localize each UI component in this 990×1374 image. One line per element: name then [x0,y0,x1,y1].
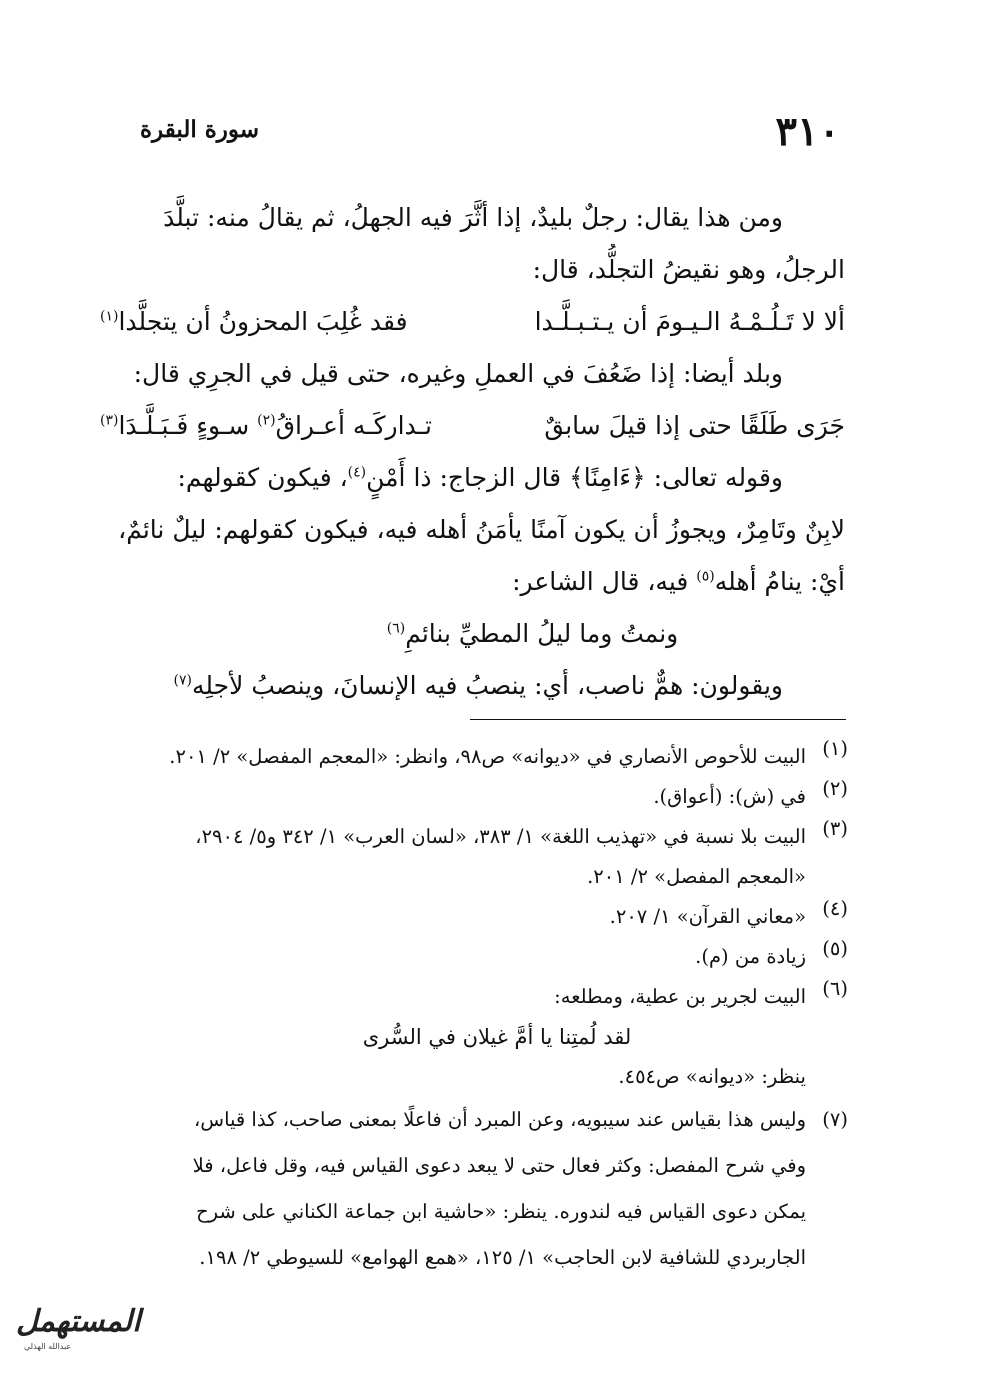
footnote-text: يمكن دعوى القياس فيه لندوره. ينظر: «حاشية ابن جماعة الكناني على شرح [196,1200,806,1223]
footnotes [108,737,848,1281]
footnote-number: (٢) [822,777,848,800]
body-line-7: لابِنٌ وتَامِرٌ، ويجوزُ أن يكون آمنًا يأمَنُ أهله فيه، فيكون كقولهم: ليلٌ نائمٌ، [118,515,845,544]
footnote-item [108,897,848,937]
footnote-number: (٣) [822,817,848,840]
footnote-number: (٥) [822,937,848,960]
verse-2-second-hemistich: تـداركَـه أعـراقُ$^{(٢)}$ سـوءٍ فَـبَـلَّـدَا$^{(٣)}$ [100,411,432,440]
footnote-ref-2: (٢) [257,412,276,429]
footnote-text: وليس هذا بقياس عند سيبويه، وعن المبرد أن فاعلًا بمعنى صاحب، كذا قياس، [193,1108,806,1131]
footnote-text: وفي شرح المفصل: وكثر فعال حتى لا يبعد دعوى القياس فيه، وقل فاعل، فلا [192,1154,806,1177]
footnote-ref-3: (٣) [100,412,119,429]
verse-2 [100,400,845,452]
footnote-number: (٧) [822,1108,848,1131]
page-header [140,108,840,158]
footnote-number: (٤) [822,897,848,920]
footnote-number: (٦) [822,977,848,1000]
body-line-10: ويقولون: همٌّ ناصب، أي: ينصبُ فيه الإنسانَ، وينصبُ لأجلِه$^{(٧)}$ [173,671,783,700]
footnote-number: (١) [822,737,848,760]
verse-1-first-hemistich: ألا لا تَـلُـمْـهُ الـيـومَ أن يـتـبـلَّـدا [534,307,845,336]
footnote-verse: لقد لُمتِنا يا أمَّ غيلان في السُّرى [362,1025,632,1049]
footnote-item [108,777,848,817]
footnote-item [108,737,848,777]
footnote-ref-5: (٥) [696,568,715,585]
page-number: ٣١٠ [775,108,840,155]
verse-2-first-hemistich: جَرَى طَلَقًا حتى إذا قيلَ سابقٌ [544,411,845,440]
footnote-text: في (ش): (أعواق). [653,785,806,808]
body-line-6: وقوله تعالى: ﴿ءَامِنًا﴾ قال الزجاج: ذا أَمْنٍ$^{(٤)}$، فيكون كقولهم: [177,463,783,492]
verse-1 [100,296,845,348]
verse-3: ونمتُ وما ليلُ المطيِّ بنائمِ$^{(٦)}$ [386,619,679,648]
footnote-text: «المعجم المفصل» ٢/ ٢٠١. [587,865,806,888]
verse-1-second-hemistich: فقد غُلِبَ المحزونُ أن يتجلَّدا$^{(١)}$ [100,307,408,336]
footnote-ref-6: (٦) [386,620,406,637]
footnote-ref-7: (٧) [173,672,192,689]
footnote-text: ينظر: «ديوانه» ص٤٥٤. [618,1065,806,1088]
surah-title: سورة البقرة [140,116,260,143]
footnote-text: زيادة من (م). [695,945,806,968]
body-line-2: الرجلُ، وهو نقيضُ التجلُّد، قال: [532,255,845,284]
body-line-1: ومن هذا يقال: رجلٌ بليدٌ، إذا أثَّرَ فيه الجهلُ، ثم يقالُ منه: تبلَّدَ [163,203,783,232]
body-line-8: أيْ: ينامُ أهله$^{(٥)}$ فيه، قال الشاعر: [512,567,845,596]
footnote-ref-4: (٤) [347,464,367,481]
footnote-item [108,1097,848,1281]
footnote-item [108,977,848,1097]
logo-text: المستهمل [16,1304,141,1339]
logo-subtext: عبدالله الهذلي [24,1342,72,1351]
footnote-item [108,817,848,897]
footnote-divider [470,719,846,720]
footnote-text: البيت للأحوص الأنصاري في «ديوانه» ص٩٨، وانظر: «المعجم المفصل» ٢/ ٢٠١. [169,745,806,768]
footnote-text: البيت لجرير بن عطية، ومطلعه: [554,985,806,1008]
footnote-text: الجاربردي للشافية لابن الحاجب» ١/ ١٢٥، «همع الهوامع» للسيوطي ٢/ ١٩٨. [199,1246,806,1269]
footnote-item [108,937,848,977]
main-text [100,192,845,712]
footnote-ref-1: (١) [100,308,119,325]
footnote-text: «معاني القرآن» ١/ ٢٠٧. [609,905,806,928]
footnote-text: البيت بلا نسبة في «تهذيب اللغة» ١/ ٣٨٣، «لسان العرب» ١/ ٣٤٢ و٥/ ٢٩٠٤، [195,825,806,848]
watermark-logo [10,1302,141,1362]
body-line-4: وبلد أيضا: إذا ضَعُفَ في العملِ وغيره، حتى قيل في الجرِي قال: [133,359,783,388]
